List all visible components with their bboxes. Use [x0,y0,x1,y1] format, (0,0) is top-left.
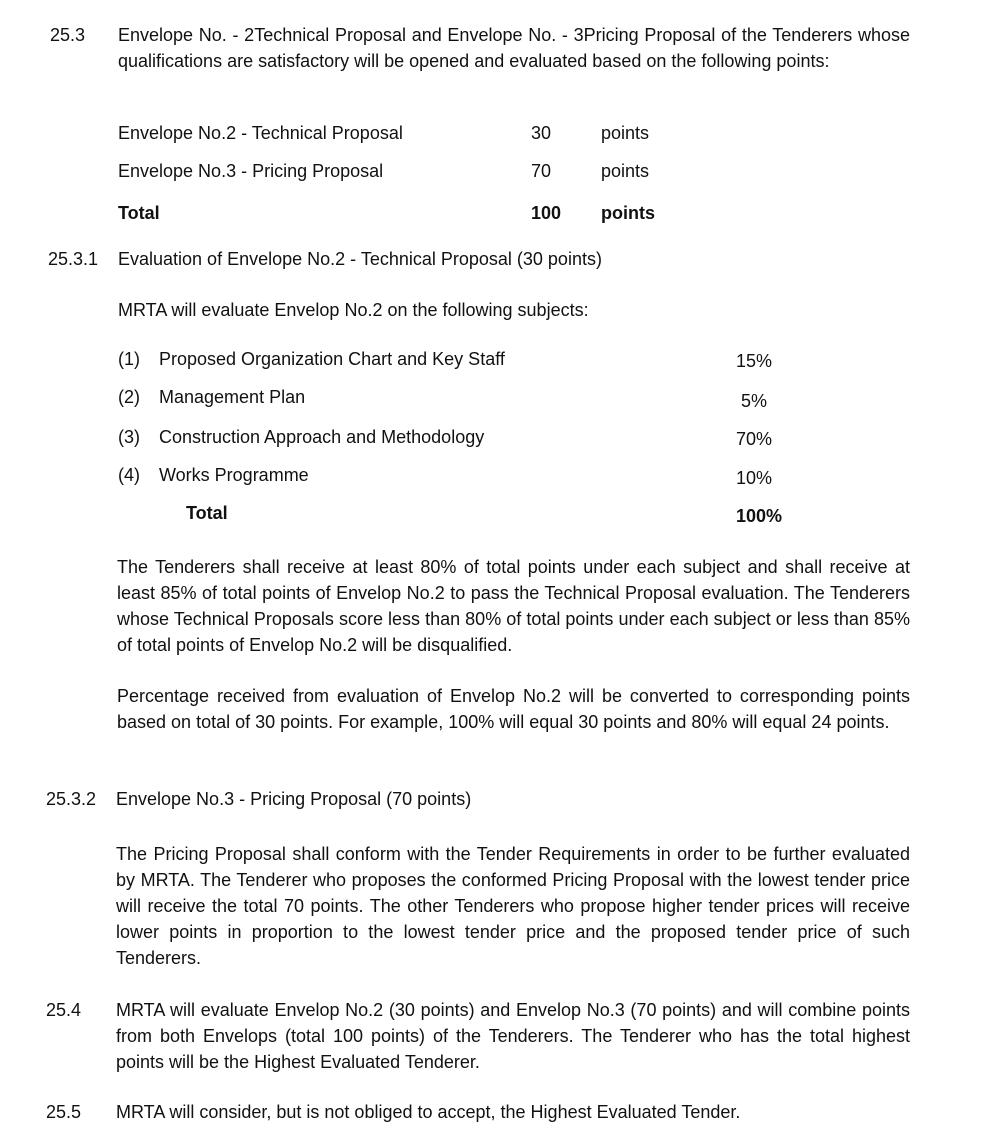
section-25-3-2-heading: Envelope No.3 - Pricing Proposal (70 points) [116,789,472,809]
points-table-total-unit: points [601,203,655,223]
subjects-total-percent: 100% [735,506,783,526]
subject-percent: 10% [735,468,773,488]
section-25-3-2-para: The Pricing Proposal shall conform with the Tender Requirements in order to be further evaluated by MRTA. The Tenderer who proposes the conformed Pricing Proposal with the lowest tender price will receive the total 70 points. The other Tenderers who propose higher tender prices will receive lower points in proportion to the lowest tender price and the proposed tender price of such Tenderers. [116,844,910,968]
section-25-4-text: MRTA will evaluate Envelop No.2 (30 points) and Envelop No.3 (70 points) and will combine points from both Envelops (total 100 points) of the Tenderers. The Tenderer who has the total highest points will be the Highest Evaluated Tenderer. [116,1000,910,1072]
subject-index: (4) [118,465,140,485]
points-table-label: Envelope No.3 - Pricing Proposal [118,161,384,181]
subject-label: Construction Approach and Methodology [159,427,485,447]
section-25-3-text: Envelope No. - 2Technical Proposal and Envelope No. - 3Pricing Proposal of the Tenderers whose qualifications are satisfactory will be opened and evaluated based on the following points: [118,25,910,71]
section-25-3-1-para-2: Percentage received from evaluation of Envelop No.2 will be converted to corresponding points based on total of 30 points. For example, 100% will equal 30 points and 80% will equal 24 points. [117,686,910,732]
section-number-25-5: 25.5 [46,1102,82,1122]
subject-index: (3) [118,427,140,447]
section-number-25-3-1: 25.3.1 [48,249,99,269]
points-table-unit: points [601,161,650,181]
subject-index: (1) [118,349,140,369]
section-25-3-1-heading: Evaluation of Envelope No.2 - Technical Proposal (30 points) [118,249,602,269]
points-table-value: 70 [531,161,552,181]
subjects-total-label: Total [186,503,228,523]
section-25-3-1-intro: MRTA will evaluate Envelop No.2 on the following subjects: [118,300,589,320]
section-25-5-text: MRTA will consider, but is not obliged to accept, the Highest Evaluated Tender. [116,1102,741,1122]
points-table-total-label: Total [118,203,160,223]
subject-percent: 70% [735,429,773,449]
subject-percent: 15% [735,351,773,371]
subject-index: (2) [118,387,140,407]
subject-label: Management Plan [159,387,306,407]
points-table-total-value: 100 [531,203,562,223]
subject-percent: 5% [740,391,767,411]
section-number-25-3-2: 25.3.2 [46,789,97,809]
points-table-unit: points [601,123,650,143]
points-table-value: 30 [531,123,552,143]
section-number-25-3: 25.3 [50,25,86,45]
subject-label: Works Programme [159,465,309,485]
section-number-25-4: 25.4 [46,1000,82,1020]
subject-label: Proposed Organization Chart and Key Staff [159,349,505,369]
points-table-label: Envelope No.2 - Technical Proposal [118,123,403,143]
section-25-3-1-para-1: The Tenderers shall receive at least 80% of total points under each subject and shall receive at least 85% of total points of Envelop No.2 to pass the Technical Proposal evaluation. The Tenderers whose Technical Proposals score less than 80% of total points under each subject or less than 85% of total points of Envelop No.2 will be disqualified. [117,557,910,655]
